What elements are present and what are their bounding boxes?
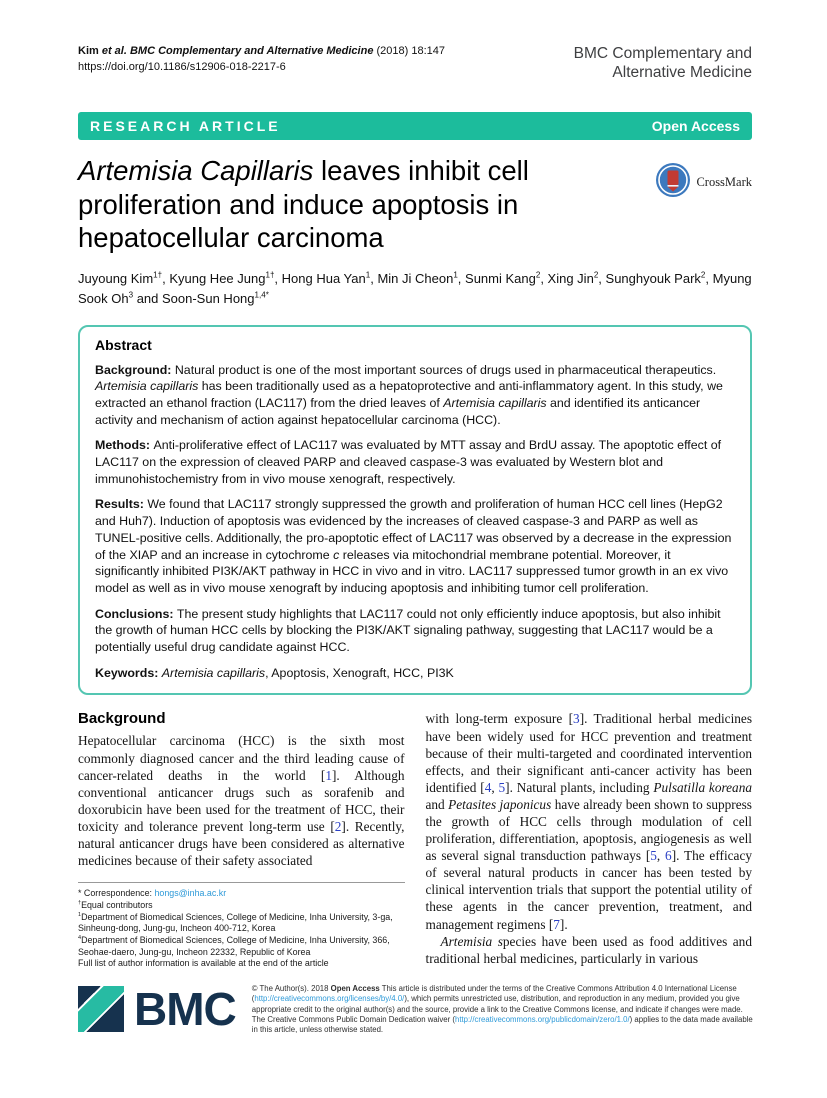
abstract-keywords	[95, 665, 735, 682]
text-segment: Equal contributors	[81, 899, 153, 910]
text-segment: Pulsatilla koreana	[653, 779, 753, 795]
text-segment: Artemisia capillaris	[443, 395, 547, 410]
doi-link[interactable]: https://doi.org/10.1186/s12906-018-2217-6	[78, 60, 286, 73]
text-segment: releases via mitochondrial membrane potential. Moreover, it significantly inhibited PI3K/AKT pathway in HCC in vivo and in vitro. LAC117 suppressed tumor growth in an ex vivo model as well as in vivo mouse xenograft by inducing apoptosis and inhibiting tumor cell proliferation.	[95, 547, 729, 595]
reference-link[interactable]: 7	[553, 916, 560, 932]
text-segment: Full list of author information is available at the end of the article	[78, 958, 329, 969]
text-segment: ]. Recently, natural anticancer drugs have been considered as alternative medicines because of their safety associated	[78, 818, 405, 869]
journal-name	[574, 44, 752, 82]
footnotes-block	[78, 882, 405, 970]
text-segment: Open Access	[330, 984, 380, 993]
text-segment: c	[333, 547, 340, 562]
text-segment: Juyoung Kim	[78, 270, 154, 286]
bmc-logo	[78, 983, 236, 1035]
text-segment: ]. Traditional herbal medicines have been widely used for HCC prevention and treatment because of their multi-targeted and coordinated intervention effects, and their significant anti-cancer activity has been identified [	[425, 711, 752, 795]
reference-link[interactable]: 2	[334, 818, 342, 834]
text-segment: 1	[365, 270, 371, 280]
right-column	[426, 710, 753, 970]
text-segment: , Hong Hua Yan	[274, 270, 366, 286]
text-segment: ].	[559, 916, 568, 932]
text-segment: Natural product is one of the most important sources of drugs used in pharmaceutical therapeutics.	[174, 362, 717, 377]
body-paragraph	[78, 732, 405, 869]
author-list	[78, 269, 752, 309]
text-segment: , Min Ji Cheon	[370, 270, 454, 286]
text-segment: 1†	[265, 270, 275, 280]
text-segment: Artemisia Capillaris	[78, 155, 314, 186]
text-segment: , Sunmi Kang	[457, 270, 536, 286]
footnote-affiliation-4	[78, 935, 405, 958]
left-column	[78, 710, 405, 970]
text-segment: Keywords:	[95, 665, 162, 680]
reference-link[interactable]: 4	[484, 779, 492, 795]
reference-link[interactable]: 5	[498, 779, 506, 795]
text-segment: and	[425, 796, 449, 812]
text-segment: * Correspondence:	[78, 888, 155, 899]
body-paragraph	[426, 933, 753, 967]
text-segment: 2	[593, 270, 599, 280]
citation-line	[78, 44, 445, 60]
text-segment: The present study highlights that LAC117 could not only efficiently induce apoptosis, but also inhibit the growth of human HCC cells by blocking the PI3K/AKT signaling pathway, suggesting that LAC117 would be a potentially useful drug candidate against HCC.	[95, 606, 721, 655]
footnote-correspondence	[78, 888, 405, 900]
article-type-banner	[78, 112, 752, 140]
text-segment: 1†	[153, 270, 163, 280]
text-segment: Department of Biomedical Sciences, College of Medicine, Inha University, 366, Seohae-daero, Jung-gu, Incheon 22332, Republic of Korea	[78, 935, 390, 957]
text-segment: 4	[78, 935, 82, 942]
text-segment: Kim	[78, 45, 102, 57]
text-segment: ]. Although conventional anticancer drugs such as sorafenib and doxorubicin have been used for the treatment of HCC, their toxicity and tolerance prevent long-term use [	[78, 767, 405, 834]
section-heading-background: Background	[78, 710, 166, 728]
page-header	[78, 44, 752, 82]
reference-link[interactable]: 6	[665, 848, 672, 864]
text-segment: Artemisia s	[440, 933, 503, 949]
title-row	[78, 154, 752, 255]
reference-link[interactable]: 5	[650, 848, 657, 864]
text-segment: ,	[656, 848, 666, 864]
text-segment: 1,4*	[254, 290, 269, 300]
abstract-methods	[95, 437, 735, 487]
journal-name-line2: Alternative Medicine	[612, 64, 752, 81]
inline-link[interactable]: http://creativecommons.org/publicdomain/zero/1.0/	[455, 1014, 630, 1024]
text-segment: 3	[128, 290, 134, 300]
text-segment: , Sunghyouk Park	[598, 270, 701, 286]
text-segment: (2018) 18:147	[373, 45, 446, 57]
text-segment: , Apoptosis, Xenograft, HCC, PI3K	[265, 665, 454, 680]
citation-block	[78, 44, 445, 75]
bmc-logo-text: BMC	[134, 983, 236, 1035]
text-segment: have already been shown to suppress the growth of HCC cells through modulation of cell proliferation, differentiation, apoptosis, angiogenesis as well as several signal transduction pathways [	[425, 796, 752, 864]
footnote-author-info	[78, 958, 405, 970]
text-segment: has been traditionally used as a hepatoprotective and anti-inflammatory agent. In this study, we extracted an ethanol fraction (LAC117) from the dried leaves of	[95, 379, 723, 410]
body-paragraph	[426, 710, 753, 932]
license-text	[252, 984, 757, 1035]
reference-link[interactable]: 1	[325, 767, 332, 783]
text-segment: with long-term exposure [	[425, 711, 574, 727]
text-segment: Department of Biomedical Sciences, College of Medicine, Inha University, 3-ga, Sinheung-dong, Jung-gu, Incheon 400-712, Korea	[78, 911, 393, 934]
open-access-label: Open Access	[651, 118, 740, 134]
journal-name-line1: BMC Complementary and	[573, 45, 752, 62]
text-segment: Artemisia capillaris	[95, 379, 199, 394]
text-segment: , Myung Sook Oh	[78, 270, 752, 306]
text-segment: ,	[491, 779, 499, 795]
crossmark-badge[interactable]	[655, 162, 752, 203]
text-segment: Methods:	[95, 438, 154, 453]
text-segment: 2	[535, 270, 541, 280]
abstract-box	[78, 325, 752, 696]
text-segment: 1	[453, 270, 458, 280]
text-segment: †	[78, 899, 82, 906]
page-footer	[78, 984, 757, 1035]
footnote-equal-contributors	[78, 900, 405, 912]
text-segment: Background:	[95, 362, 175, 377]
bmc-logo-icon	[78, 986, 124, 1032]
text-segment: Conclusions:	[95, 606, 177, 621]
text-segment: , Kyung Hee Jung	[162, 270, 266, 286]
crossmark-icon	[655, 162, 691, 203]
text-segment: Petasites japonicus	[448, 796, 552, 812]
text-segment: Artemisia capillaris	[161, 665, 266, 680]
abstract-heading: Abstract	[95, 336, 152, 353]
abstract-conclusions	[95, 606, 735, 656]
text-segment: ) applies to the data made available in this article, unless otherwise stated.	[251, 1014, 753, 1035]
text-segment: Hepatocellular carcinoma (HCC) is the sixth most commonly diagnosed cancer and the third leading cause of cancer-related deaths in the world [	[78, 733, 405, 783]
inline-link[interactable]: hongs@inha.ac.kr	[154, 888, 227, 899]
text-segment: We found that LAC117 strongly suppressed the growth and proliferation of human HCC cell lines (HepG2 and Huh7). Induction of apoptosis was evidenced by the increases of cleaved caspase-3 and PARP as well as TUNEL-positive cells. Additionally, the pro-apoptotic effect of LAC117 was observed by a decrease in the expression of the XIAP and an increase in cytochrome	[95, 497, 732, 562]
text-segment: and Soon-Sun Hong	[133, 290, 255, 306]
text-segment: ]. Natural plants, including	[505, 779, 654, 795]
text-segment: ), which permits unrestricted use, distribution, and reproduction in any medium, provided you give appropriate credit to the original author(s) and the source, provide a link to the Creative Commons license, and indicate if changes were made. The Creative Commons Public Domain Dedication waiver (	[251, 994, 743, 1024]
reference-link[interactable]: 3	[573, 711, 580, 727]
text-segment: Results:	[95, 497, 148, 512]
crossmark-label: CrossMark	[696, 175, 752, 189]
text-segment: © The Author(s). 2018	[251, 984, 331, 993]
text-segment: leaves inhibit cell proliferation and induce apoptosis in hepatocellular carcinoma	[78, 155, 529, 253]
article-type-label: RESEARCH ARTICLE	[90, 118, 281, 134]
text-segment: This article is distributed under the terms of the Creative Commons Attribution 4.0 International License (	[251, 984, 737, 1004]
article-title	[78, 154, 653, 255]
abstract-background	[95, 362, 735, 429]
text-segment: Anti-proliferative effect of LAC117 was evaluated by MTT assay and BrdU assay. The apoptotic effect of LAC117 on the expression of cleaved PARP and cleaved caspase-3 was evaluated by Western blot and immunohistochemistry from in vivo mouse xenograft, respectively.	[95, 438, 722, 486]
article-body	[78, 710, 752, 970]
text-segment: pecies have been used as food additives and traditional herbal medicines, particularly in various	[425, 933, 752, 966]
text-segment: et al. BMC Complementary and Alternative Medicine	[101, 45, 374, 57]
text-segment: ]. The efficacy of several natural products in cancer has been tested by clinical intervention trials that support the potential utility of these agents in the cancer prevention, treatment, and management regimens [	[425, 848, 752, 932]
text-segment: 2	[700, 270, 706, 280]
text-segment: , Xing Jin	[540, 270, 594, 286]
text-segment: and identified its anticancer activity and mechanism of action against hepatocellular carcinoma (HCC).	[95, 395, 701, 427]
text-segment: 1	[78, 911, 82, 918]
inline-link[interactable]: http://creativecommons.org/licenses/by/4.0/	[254, 994, 405, 1004]
abstract-results	[95, 496, 735, 596]
footnote-affiliation-1	[78, 912, 405, 935]
